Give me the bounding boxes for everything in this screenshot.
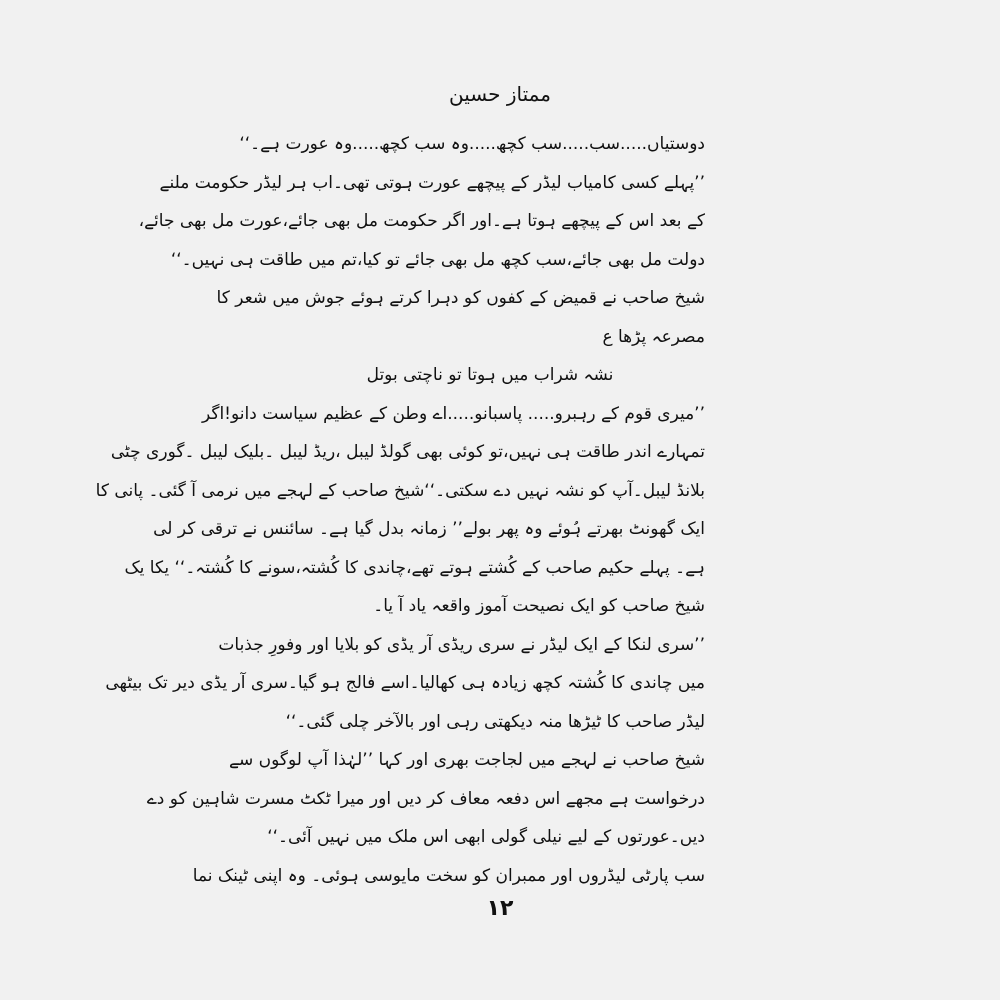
text-line: میں چاندی کا کُشتہ کچھ زیادہ ہی کھالیا۔اسے فالج ہو گیا۔سری آر یڈی دیر تک بیٹھی	[105, 673, 705, 693]
text-line: ’’سری لنکا کے ایک لیڈر نے سری ریڈی آر یڈی کو بلایا اور وفورِ جذبات	[218, 634, 705, 655]
text-line: سب پارٹی لیڈروں اور ممبران کو سخت مایوسی ہوئی۔ وہ اپنی ٹینک نما	[192, 865, 705, 886]
text-line: بلانڈ لیبل۔آپ کو نشہ نہیں دے سکتی۔‘‘شیخ صاحب کے لہجے میں نرمی آ گئی۔ پانی کا	[95, 480, 705, 501]
text-line: شیخ صاحب نے لہجے میں لجاجت بھری اور کہا ’’لہٰذا آپ لوگوں سے	[229, 750, 705, 770]
text-line: دولت مل بھی جائے،سب کچھ مل بھی جائے تو کیا،تم میں طاقت ہی نہیں۔‘‘	[170, 249, 705, 270]
text-line: مصرعہ پڑھا ع	[602, 326, 705, 347]
text-line: ’’میری قوم کے رہبرو..... پاسبانو.....اے وطن کے عظیم سیاست دانو!اگر	[201, 403, 705, 424]
running-header-author: ممتاز حسین	[449, 82, 551, 106]
text-line: شیخ صاحب نے قمیض کے کفوں کو دہرا کرتے ہوئے جوش میں شعر کا	[216, 288, 705, 308]
page-body-text	[95, 125, 705, 895]
text-line: تمہارے اندر طاقت ہی نہیں،تو کوئی بھی گولڈ لیبل ،ریڈ لیبل ۔بلیک لیبل ۔گوری چٹی	[110, 442, 705, 462]
text-line: ’’پہلے کسی کامیاب لیڈر کے پیچھے عورت ہوتی تھی۔اب ہر لیڈر حکومت ملنے	[159, 172, 705, 193]
text-line: درخواست ہے مجھے اس دفعہ معاف کر دیں اور میرا ٹکٹ مسرت شاہین کو دے	[146, 788, 705, 809]
text-line: کے بعد اس کے پیچھے ہوتا ہے۔اور اگر حکومت مل بھی جائے،عورت مل بھی جائے،	[138, 211, 705, 231]
page-number: ۱۲	[486, 896, 514, 921]
text-line: ہے۔ پہلے حکیم صاحب کے کُشتے ہوتے تھے،چاندی کا کُشتہ،سونے کا کُشتہ۔‘‘ یکا یک	[124, 557, 705, 578]
text-line: لیڈر صاحب کا ٹیڑھا منہ دیکھتی رہی اور بالآخر چلی گئی۔‘‘	[285, 711, 705, 732]
text-line: شیخ صاحب کو ایک نصیحت آموز واقعہ یاد آ یا۔	[373, 596, 705, 616]
text-line: دوستیاں.....سب.....سب کچھ.....وہ سب کچھ.....وہ عورت ہے۔‘‘	[239, 134, 705, 154]
verse-line: نشہ شراب میں ہوتا تو ناچتی بوتل	[366, 365, 614, 385]
text-line: دیں۔عورتوں کے لیے نیلی گولی ابھی اس ملک میں نہیں آئی۔‘‘	[267, 827, 705, 847]
text-line: ایک گھونٹ بھرتے ہُوئے وہ پھر بولے’’ زمانہ بدل گیا ہے۔ سائنس نے ترقی کر لی	[153, 519, 705, 539]
